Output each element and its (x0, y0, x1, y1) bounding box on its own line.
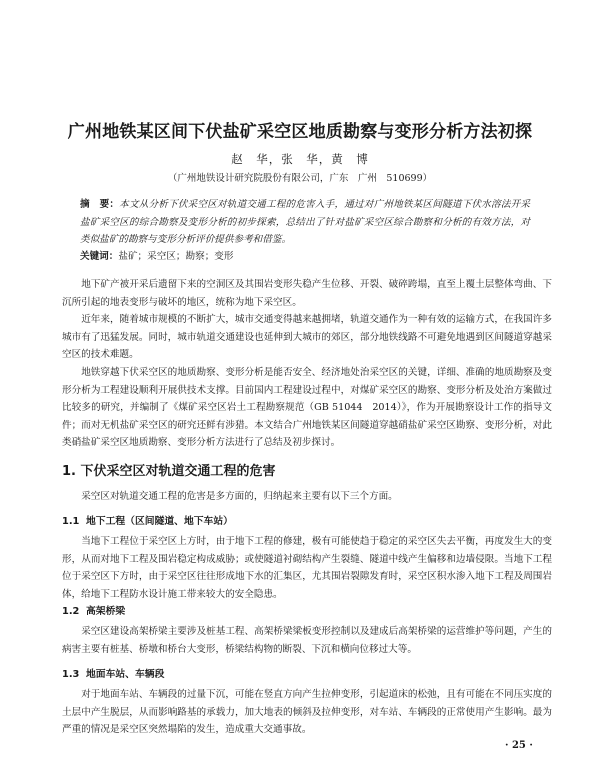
subsection-title: 高架桥梁 (86, 606, 126, 617)
section-paragraph: 对于地面车站、车辆段的过量下沉，可能在竖直方向产生拉伸变形，引起道床的松弛，且有可能在不同压实度的土层中产生脱层，从而影响路基的承载力，加大地表的倾斜及拉伸变形，对车站、车辆段的正常使用产生影响。最为严重的情况是采空区突然塌陷的发生，造成重大交通事故。 (62, 689, 552, 736)
subsection-1-3-heading (62, 666, 164, 680)
subsection-1-3-body (62, 686, 552, 739)
keywords-label: 关键词： (80, 251, 119, 262)
abstract-label: 摘 要： (80, 199, 120, 210)
section-1-heading: 1. 下伏采空区对轨道交通工程的危害 (62, 464, 276, 479)
intro-paragraph: 地下矿产被开采后遗留下来的空洞区及其围岩变形失稳产生位移、开裂、破碎跨塌，直至上覆土层整体弯曲、下沉所引起的地表变形与破坏的地区，统称为地下采空区。 (62, 279, 552, 308)
authors: 赵 华，张 华，黄 博 (231, 152, 369, 166)
section-1-intro (62, 488, 552, 506)
section-paragraph: 采空区对轨道交通工程的危害是多方面的，归纳起来主要有以下三个方面。 (81, 491, 398, 502)
affiliation: （广州地铁设计研究院股份有限公司，广东 广州 510699） (167, 173, 433, 184)
abstract-text: 本文从分析下伏采空区对轨道交通工程的危害入手，通过对广州地铁某区间隧道下伏水溶法开采盐矿采空区的综合勘察及变形分析的初步探索，总结出了针对盐矿采空区综合勘察和分析的有效方法，对类似盐矿的勘察与变形分析评价提供参考和借鉴。 (80, 199, 531, 245)
intro-paragraph: 近年来，随着城市规模的不断扩大，城市交通变得越来越拥堵，轨道交通作为一种有效的运输方式，在我国许多城市有了迅猛发展。同时，城市轨道交通建设也延伸到大城市的郊区，部分地铁线路不可避免地遇到区间隧道穿越采空区的技术难题。 (62, 314, 552, 361)
subsection-1-1-heading (62, 513, 233, 527)
subsection-1-2-body (62, 623, 552, 658)
section-paragraph: 采空区建设高架桥梁主要涉及桩基工程、高架桥梁梁板变形控制以及建成后高架桥梁的运营维护等问题，产生的病害主要有桩基、桥墩和桥台大变形，桥梁结构物的断裂、下沉和横向位移过大等。 (62, 626, 552, 655)
paper-title: 广州地铁某区间下伏盐矿采空区地质勘察与变形分析方法初探 (67, 122, 533, 142)
subsection-title: 地下工程（区间隧道、地下车站） (86, 516, 233, 527)
subsection-number: 1.1 (62, 516, 80, 527)
section-paragraph: 当地下工程位于采空区上方时，由于地下工程的修建，极有可能使趋于稳定的采空区失去平衡，再度发生大的变形，从而对地下工程及围岩稳定构成威胁；或使隧道衬砌结构产生裂缝、隧道中线产生偏移和边墙侵限。当地下工程位于采空区下方时，由于采空区往往形成地下水的汇集区，尤其围岩裂隙发育时，采空区积水渗入地下工程及周围岩体，给地下工程防水设计施工带来较大的安全隐患。 (62, 536, 552, 600)
introduction (62, 276, 552, 452)
keywords-text: 盐矿；采空区；勘察；变形 (118, 251, 234, 262)
intro-paragraph: 地铁穿越下伏采空区的地质勘察、变形分析是能否安全、经济地处治采空区的关键，详细、准确的地质勘察及变形分析为工程建设顺利开展供技术支撑。目前国内工程建设过程中，对煤矿采空区的勘察、变形分析及处治方案做过比较多的研究，并编制了《煤矿采空区岩土工程勘察规范（GB 51044 2014）》，作为开展勘察设计工作的指导文件；而对无机盐矿采空区的研究还鲜有涉猎。本文结合广州地铁某区间隧道穿越硝盐矿采空区勘察、变形分析，对此类硝盐矿采空区地质勘察、变形分析方法进行了总结及初步探讨。 (62, 366, 552, 449)
subsection-number: 1.2 (62, 606, 80, 617)
subsection-1-2-heading (62, 603, 125, 617)
subsection-number: 1.3 (62, 669, 80, 680)
keywords (80, 248, 530, 265)
subsection-title: 地面车站、车辆段 (86, 669, 165, 680)
subsection-1-1-body (62, 533, 552, 603)
abstract (80, 196, 530, 249)
page-number: · 25 · (505, 740, 533, 751)
